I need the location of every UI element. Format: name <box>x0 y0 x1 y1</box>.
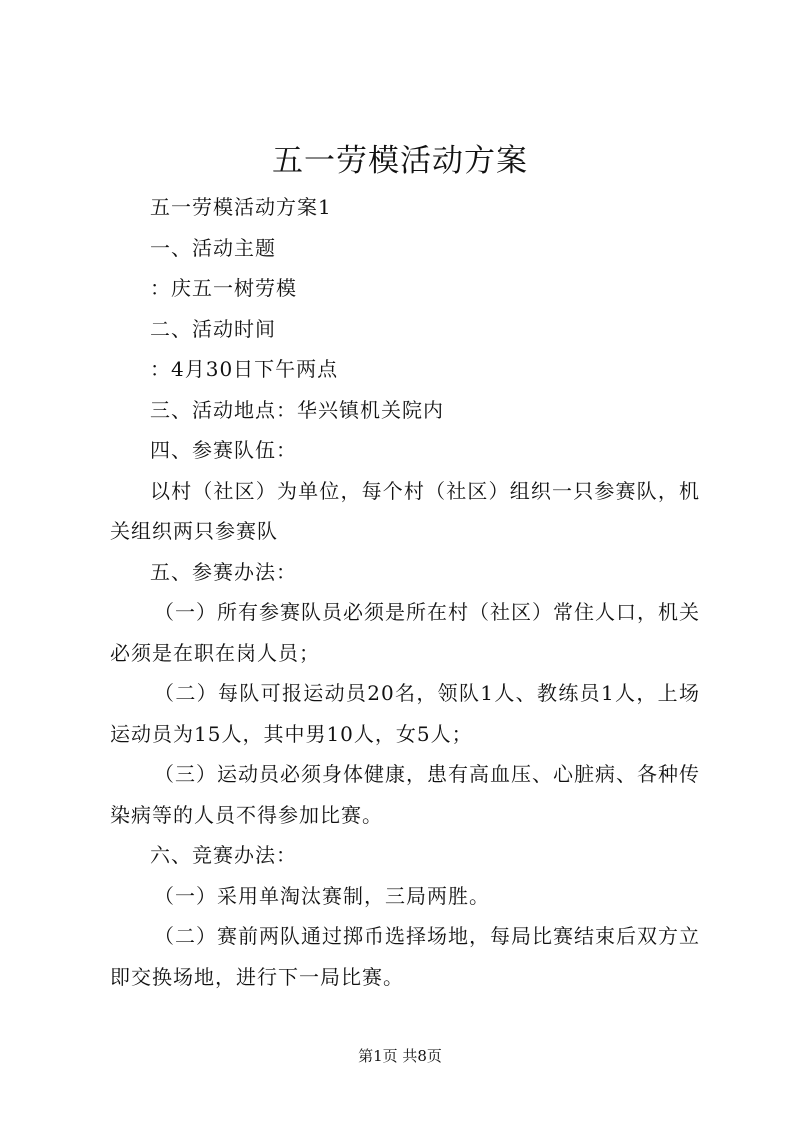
paragraph-theme: ：庆五一树劳模 <box>150 276 297 300</box>
paragraph-time: ：4月30日下午两点 <box>150 357 339 381</box>
heading-teams: 四、参赛队伍： <box>150 438 297 462</box>
paragraph-rule-2: （二）每队可报运动员20名，领队1人、教练员1人，上场运动员为15人，其中男10人，女5人； <box>110 681 700 746</box>
paragraph-rule-3: （三）运动员必须身体健康，患有高血压、心脏病、各种传染病等的人员不得参加比赛。 <box>110 762 700 827</box>
document-body <box>110 187 700 997</box>
document-title: 五一劳模活动方案 <box>272 143 528 179</box>
heading-location: 三、活动地点：华兴镇机关院内 <box>150 397 444 422</box>
heading-theme: 一、活动主题 <box>150 235 276 260</box>
paragraph-rule-1: （一）所有参赛队员必须是所在村（社区）常住人口，机关必须是在职在岗人员； <box>110 600 700 665</box>
paragraph-competition-1: （一）采用单淘汰赛制，三局两胜。 <box>154 883 490 908</box>
heading-competition: 六、竞赛办法： <box>150 843 297 867</box>
paragraph-subtitle: 五一劳模活动方案1 <box>150 195 332 219</box>
page-footer: 第1页 共8页 <box>358 1047 442 1065</box>
paragraph-competition-2: （二）赛前两队通过掷币选择场地，每局比赛结束后双方立即交换场地，进行下一局比赛。 <box>110 924 700 989</box>
paragraph-teams: 以村（社区）为单位，每个村（社区）组织一只参赛队，机关组织两只参赛队 <box>110 478 700 543</box>
heading-time: 二、活动时间 <box>150 316 276 341</box>
heading-rules: 五、参赛办法： <box>150 559 297 584</box>
